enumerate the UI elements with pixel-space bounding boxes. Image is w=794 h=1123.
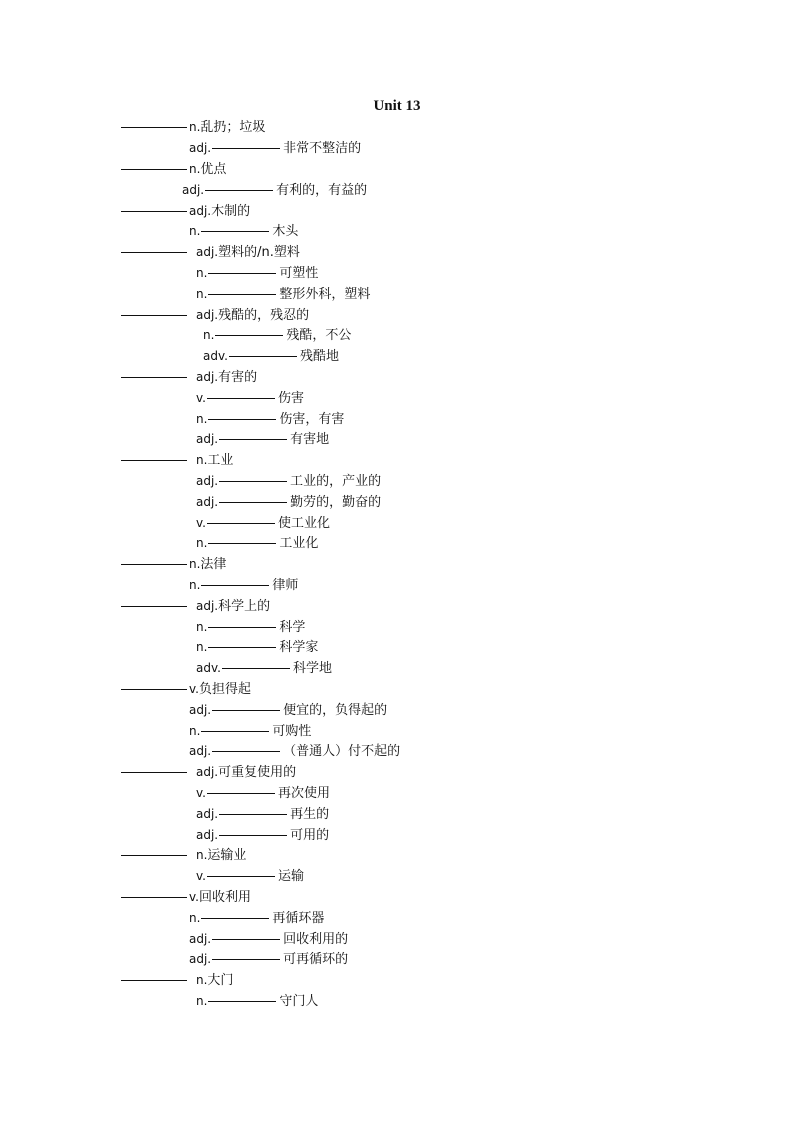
entry-text — [189, 887, 251, 908]
answer-blank[interactable] — [212, 710, 280, 711]
answer-blank[interactable] — [219, 439, 287, 440]
entry-row — [0, 554, 794, 575]
word-meaning: 再次使用 — [277, 786, 330, 801]
entry-text — [196, 762, 296, 783]
derived-row — [0, 409, 794, 430]
answer-blank[interactable] — [121, 980, 187, 981]
word-meaning: 非常不整洁的 — [283, 141, 362, 156]
entry-row — [0, 159, 794, 180]
entry-row — [0, 845, 794, 866]
entry-row — [0, 242, 794, 263]
entry-row — [0, 367, 794, 388]
part-of-speech: n. — [189, 911, 201, 925]
answer-blank[interactable] — [201, 231, 269, 232]
answer-blank[interactable] — [201, 585, 269, 586]
answer-blank[interactable] — [121, 169, 187, 170]
answer-blank[interactable] — [205, 190, 273, 191]
word-meaning: 工业化 — [279, 536, 319, 551]
word-meaning: 伤害，有害 — [279, 412, 345, 427]
entry-row — [0, 201, 794, 222]
word-meaning: 可重复使用的 — [218, 765, 297, 780]
answer-blank[interactable] — [121, 315, 187, 316]
derived-text — [196, 388, 304, 409]
derived-row — [0, 804, 794, 825]
derived-text — [196, 825, 329, 846]
word-meaning: 整形外科，塑料 — [279, 287, 371, 302]
derived-text — [196, 804, 329, 825]
answer-blank[interactable] — [208, 419, 276, 420]
part-of-speech: adj. — [189, 141, 212, 155]
part-of-speech: v. — [196, 516, 206, 530]
entry-text — [196, 845, 246, 866]
derived-text — [196, 533, 318, 554]
entry-text — [196, 450, 233, 471]
part-of-speech: v. — [196, 391, 206, 405]
answer-blank[interactable] — [121, 772, 187, 773]
part-of-speech: n. — [196, 973, 208, 987]
answer-blank[interactable] — [219, 835, 287, 836]
word-meaning: 再循环器 — [272, 911, 325, 926]
answer-blank[interactable] — [208, 294, 276, 295]
word-meaning: 可用的 — [290, 828, 330, 843]
answer-blank[interactable] — [121, 377, 187, 378]
word-meaning: （普通人）付不起的 — [283, 744, 401, 759]
part-of-speech: adj. — [196, 245, 219, 259]
part-of-speech: adv. — [203, 349, 228, 363]
entry-row — [0, 679, 794, 700]
part-of-speech: adj. — [182, 183, 205, 197]
derived-text — [196, 492, 381, 513]
answer-blank[interactable] — [207, 398, 275, 399]
derived-text — [203, 346, 339, 367]
derived-row — [0, 138, 794, 159]
answer-blank[interactable] — [222, 668, 290, 669]
word-meaning: 木制的 — [211, 204, 251, 219]
word-meaning: 优点 — [200, 162, 227, 177]
part-of-speech: adj. — [189, 703, 212, 717]
answer-blank[interactable] — [219, 502, 287, 503]
derived-text — [196, 783, 330, 804]
answer-blank[interactable] — [207, 793, 275, 794]
word-meaning: 大门 — [207, 973, 234, 988]
part-of-speech: adj. — [196, 765, 219, 779]
word-meaning: 伤害 — [277, 391, 304, 406]
derived-text — [189, 949, 348, 970]
derived-row — [0, 825, 794, 846]
answer-blank[interactable] — [201, 918, 269, 919]
answer-blank[interactable] — [121, 252, 187, 253]
answer-blank[interactable] — [219, 481, 287, 482]
answer-blank[interactable] — [208, 647, 276, 648]
word-meaning: 可再循环的 — [283, 952, 349, 967]
derived-row — [0, 575, 794, 596]
derived-row — [0, 513, 794, 534]
derived-row — [0, 783, 794, 804]
part-of-speech: adj. — [196, 599, 219, 613]
part-of-speech: v. — [189, 890, 199, 904]
entry-text — [196, 305, 309, 326]
answer-blank[interactable] — [121, 606, 187, 607]
derived-row — [0, 388, 794, 409]
part-of-speech: n. — [196, 994, 208, 1008]
derived-row — [0, 263, 794, 284]
derived-row — [0, 429, 794, 450]
word-meaning: 运输业 — [207, 848, 247, 863]
derived-row — [0, 741, 794, 762]
word-meaning: 律师 — [272, 578, 299, 593]
entry-text — [189, 117, 265, 138]
part-of-speech: n. — [189, 724, 201, 738]
derived-text — [196, 991, 318, 1012]
word-meaning: 回收利用的 — [283, 932, 349, 947]
derived-row — [0, 617, 794, 638]
word-meaning: 科学地 — [292, 661, 332, 676]
word-meaning: 科学 — [279, 620, 306, 635]
derived-text — [189, 221, 298, 242]
part-of-speech: n. — [189, 162, 201, 176]
derived-text — [196, 617, 305, 638]
word-meaning: 守门人 — [279, 994, 319, 1009]
answer-blank[interactable] — [212, 939, 280, 940]
word-meaning: 科学家 — [279, 640, 319, 655]
derived-row — [0, 325, 794, 346]
word-meaning: 有害的 — [218, 370, 258, 385]
word-meaning: 有利的，有益的 — [276, 183, 368, 198]
part-of-speech: n. — [196, 453, 208, 467]
word-meaning: 木头 — [272, 224, 299, 239]
derived-row — [0, 658, 794, 679]
word-meaning: 塑料的/n.塑料 — [218, 245, 300, 260]
derived-row — [0, 637, 794, 658]
derived-text — [196, 513, 330, 534]
answer-blank[interactable] — [212, 959, 280, 960]
entry-text — [189, 679, 251, 700]
answer-blank[interactable] — [208, 273, 276, 274]
answer-blank[interactable] — [207, 876, 275, 877]
entry-row — [0, 762, 794, 783]
part-of-speech: n. — [196, 848, 208, 862]
answer-blank[interactable] — [212, 751, 280, 752]
answer-blank[interactable] — [207, 523, 275, 524]
derived-text — [203, 325, 351, 346]
entry-text — [196, 970, 233, 991]
word-meaning: 使工业化 — [277, 516, 330, 531]
word-meaning: 残酷，不公 — [286, 328, 352, 343]
part-of-speech: n. — [196, 266, 208, 280]
part-of-speech: adj. — [196, 828, 219, 842]
word-meaning: 法律 — [200, 557, 227, 572]
derived-text — [189, 741, 400, 762]
derived-text — [196, 637, 318, 658]
part-of-speech: adj. — [196, 474, 219, 488]
part-of-speech: n. — [196, 536, 208, 550]
derived-text — [196, 866, 304, 887]
part-of-speech: adj. — [196, 807, 219, 821]
part-of-speech: n. — [189, 120, 201, 134]
word-meaning: 便宜的，负得起的 — [283, 703, 388, 718]
word-meaning: 工业的，产业的 — [290, 474, 382, 489]
answer-blank[interactable] — [121, 460, 187, 461]
entry-text — [189, 554, 226, 575]
part-of-speech: n. — [189, 557, 201, 571]
entry-text — [189, 159, 226, 180]
answer-blank[interactable] — [121, 564, 187, 565]
part-of-speech: n. — [196, 287, 208, 301]
derived-text — [196, 263, 318, 284]
entry-text — [196, 242, 300, 263]
word-meaning: 科学上的 — [218, 599, 271, 614]
part-of-speech: n. — [196, 412, 208, 426]
derived-row — [0, 929, 794, 950]
entry-text — [189, 201, 250, 222]
part-of-speech: adj. — [196, 308, 219, 322]
word-meaning: 再生的 — [290, 807, 330, 822]
answer-blank[interactable] — [121, 855, 187, 856]
derived-row — [0, 866, 794, 887]
entry-row — [0, 117, 794, 138]
derived-text — [189, 575, 298, 596]
entry-row — [0, 450, 794, 471]
word-meaning: 有害地 — [290, 432, 330, 447]
part-of-speech: adj. — [196, 432, 219, 446]
word-meaning: 运输 — [277, 869, 304, 884]
derived-row — [0, 346, 794, 367]
part-of-speech: adv. — [196, 661, 221, 675]
entry-row — [0, 305, 794, 326]
derived-row — [0, 700, 794, 721]
answer-blank[interactable] — [229, 356, 297, 357]
word-meaning: 负担得起 — [198, 682, 251, 697]
derived-text — [196, 471, 381, 492]
entry-text — [196, 596, 270, 617]
derived-text — [196, 658, 332, 679]
word-meaning: 乱扔；垃圾 — [200, 120, 266, 135]
derived-text — [196, 409, 344, 430]
word-meaning: 可塑性 — [279, 266, 319, 281]
answer-blank[interactable] — [201, 731, 269, 732]
derived-row — [0, 949, 794, 970]
derived-row — [0, 721, 794, 742]
derived-text — [196, 429, 329, 450]
part-of-speech: n. — [189, 578, 201, 592]
derived-row — [0, 221, 794, 242]
derived-row — [0, 908, 794, 929]
part-of-speech: adj. — [189, 744, 212, 758]
answer-blank[interactable] — [121, 897, 187, 898]
entry-row — [0, 887, 794, 908]
part-of-speech: adj. — [189, 204, 212, 218]
part-of-speech: v. — [196, 869, 206, 883]
answer-blank[interactable] — [215, 335, 283, 336]
word-meaning: 残酷地 — [299, 349, 339, 364]
derived-text — [189, 700, 387, 721]
derived-text — [182, 180, 367, 201]
part-of-speech: n. — [196, 620, 208, 634]
answer-blank[interactable] — [208, 627, 276, 628]
word-meaning: 可购性 — [272, 724, 312, 739]
derived-text — [189, 929, 348, 950]
entry-text — [196, 367, 257, 388]
derived-row — [0, 533, 794, 554]
part-of-speech: v. — [189, 682, 199, 696]
part-of-speech: n. — [189, 224, 201, 238]
part-of-speech: adj. — [189, 952, 212, 966]
derived-row — [0, 471, 794, 492]
entry-row — [0, 970, 794, 991]
derived-text — [189, 908, 324, 929]
derived-row — [0, 284, 794, 305]
answer-blank[interactable] — [121, 211, 187, 212]
derived-text — [189, 138, 361, 159]
answer-blank[interactable] — [208, 543, 276, 544]
part-of-speech: n. — [203, 328, 215, 342]
word-meaning: 勤劳的，勤奋的 — [290, 495, 382, 510]
answer-blank[interactable] — [212, 148, 280, 149]
word-meaning: 回收利用 — [198, 890, 251, 905]
part-of-speech: v. — [196, 786, 206, 800]
answer-blank[interactable] — [208, 1001, 276, 1002]
derived-text — [189, 721, 311, 742]
derived-row — [0, 180, 794, 201]
part-of-speech: adj. — [196, 495, 219, 509]
page-title: Unit 13 — [373, 98, 421, 114]
entry-row — [0, 596, 794, 617]
answer-blank[interactable] — [219, 814, 287, 815]
derived-row — [0, 991, 794, 1012]
answer-blank[interactable] — [121, 689, 187, 690]
part-of-speech: adj. — [196, 370, 219, 384]
part-of-speech: adj. — [189, 932, 212, 946]
derived-text — [196, 284, 370, 305]
answer-blank[interactable] — [121, 127, 187, 128]
word-meaning: 工业 — [207, 453, 234, 468]
derived-row — [0, 492, 794, 513]
word-meaning: 残酷的，残忍的 — [218, 308, 310, 323]
part-of-speech: n. — [196, 640, 208, 654]
